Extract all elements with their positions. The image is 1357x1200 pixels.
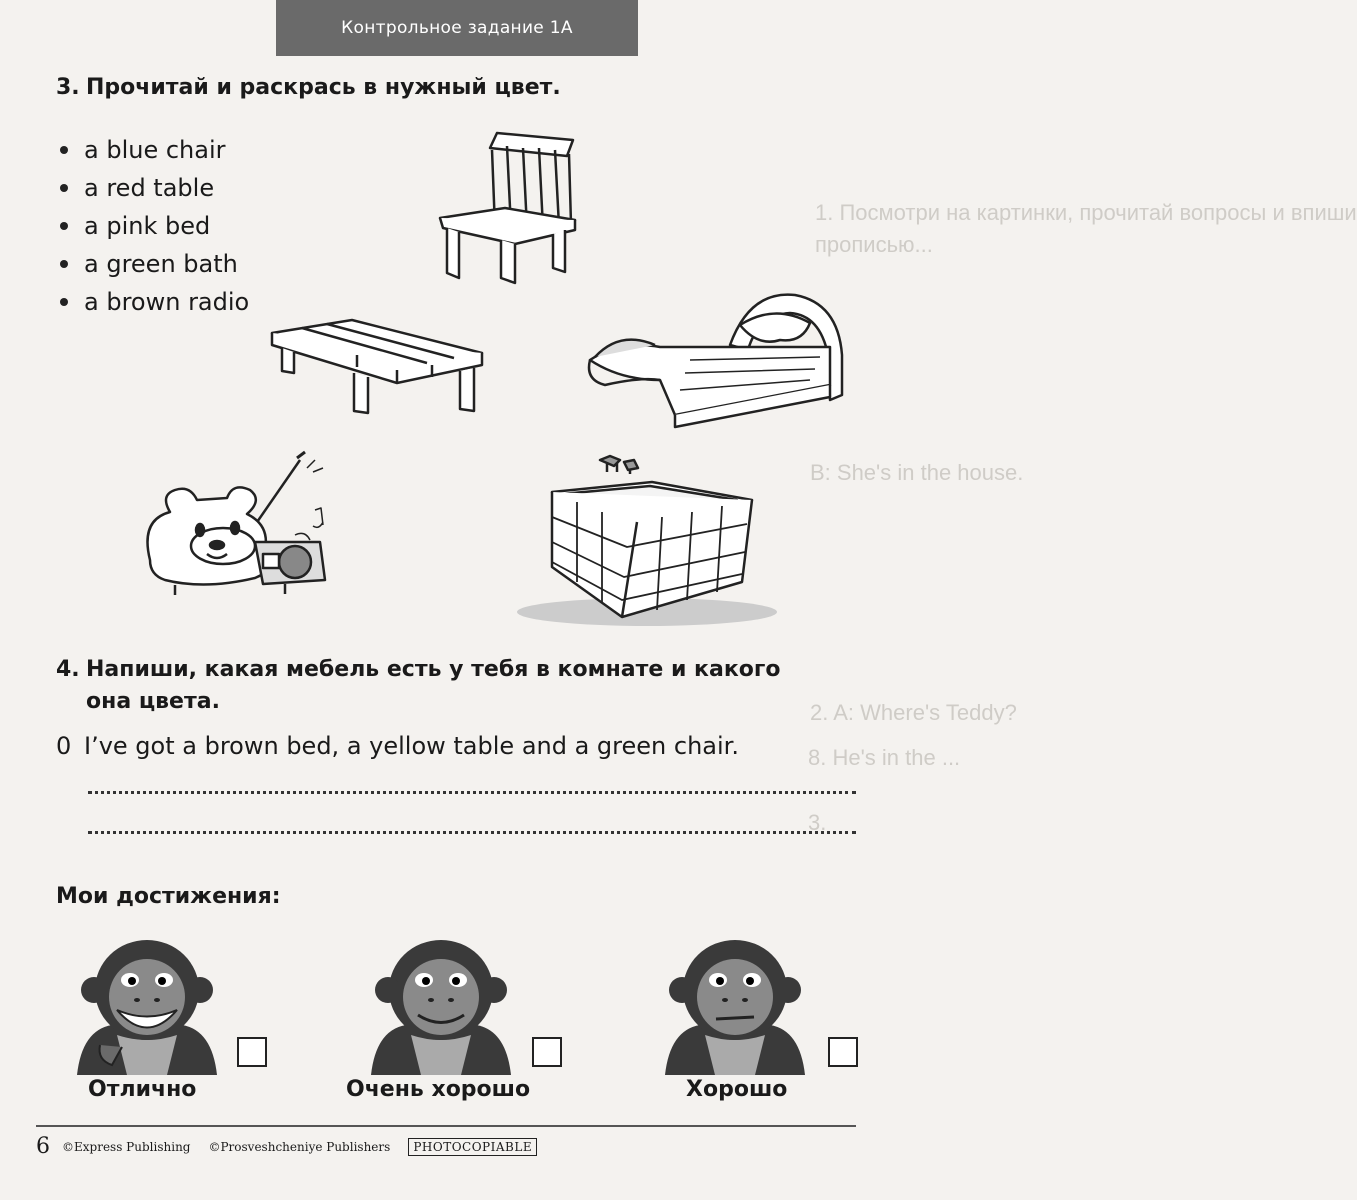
chair-icon[interactable]: [435, 128, 585, 288]
bullet-icon: [60, 184, 68, 192]
radio-icon[interactable]: [135, 450, 340, 600]
monkey-icon: [366, 935, 516, 1075]
item-text: a red table: [84, 174, 215, 202]
bullet-icon: [60, 298, 68, 306]
bullet-icon: [60, 260, 68, 268]
example-number: 0: [56, 732, 72, 760]
header-title-band: [276, 0, 638, 56]
item-text: a pink bed: [84, 212, 211, 240]
header-title: Контрольное задание 1А: [341, 18, 573, 38]
monkey-icon: [72, 935, 222, 1075]
grade-label-good: Хорошо: [686, 1077, 788, 1102]
grade-checkbox-very-good[interactable]: [532, 1037, 562, 1067]
bed-icon[interactable]: [580, 285, 845, 430]
task4-instruction-line1: Напиши, какая мебель есть у тебя в комнате и какого: [86, 657, 781, 682]
list-item: [56, 131, 249, 169]
grade-label-very-good: Очень хорошо: [346, 1077, 531, 1102]
list-item: [56, 245, 249, 283]
bullet-icon: [60, 146, 68, 154]
monkey-icon: [660, 935, 810, 1075]
grade-checkbox-excellent[interactable]: [237, 1037, 267, 1067]
bath-icon[interactable]: [512, 452, 782, 627]
answer-line-1[interactable]: [88, 790, 856, 794]
item-text: a brown radio: [84, 288, 250, 316]
list-item: [56, 283, 249, 321]
task4-example: [56, 732, 739, 760]
item-text: a green bath: [84, 250, 238, 278]
page-number: 6: [36, 1134, 50, 1159]
copyright-express: ©Express Publishing: [62, 1139, 191, 1154]
task3-item-list: [56, 131, 249, 321]
item-text: a blue chair: [84, 136, 226, 164]
answer-line-2[interactable]: [88, 830, 856, 834]
example-text: I’ve got a brown bed, a yellow table and a green chair.: [84, 732, 739, 760]
task4-instruction-line2: она цвета.: [86, 689, 220, 714]
footer-divider: [36, 1125, 856, 1127]
grade-label-excellent: Отлично: [88, 1077, 197, 1102]
achievements-title: Мои достижения:: [56, 884, 281, 909]
task4-number: 4.: [56, 657, 80, 682]
task4-title: [56, 654, 780, 718]
bullet-icon: [60, 222, 68, 230]
table-icon[interactable]: [262, 315, 502, 420]
grade-checkbox-good[interactable]: [828, 1037, 858, 1067]
copyright-prosveshcheniye: ©Prosveshcheniye Publishers: [208, 1139, 391, 1154]
photocopiable-badge: PHOTOCOPIABLE: [408, 1138, 537, 1156]
task3-number: 3.: [56, 75, 80, 100]
footer: [36, 1134, 537, 1159]
task3-title: [56, 72, 561, 104]
list-item: [56, 169, 249, 207]
list-item: [56, 207, 249, 245]
task3-instruction: Прочитай и раскрась в нужный цвет.: [86, 75, 561, 100]
